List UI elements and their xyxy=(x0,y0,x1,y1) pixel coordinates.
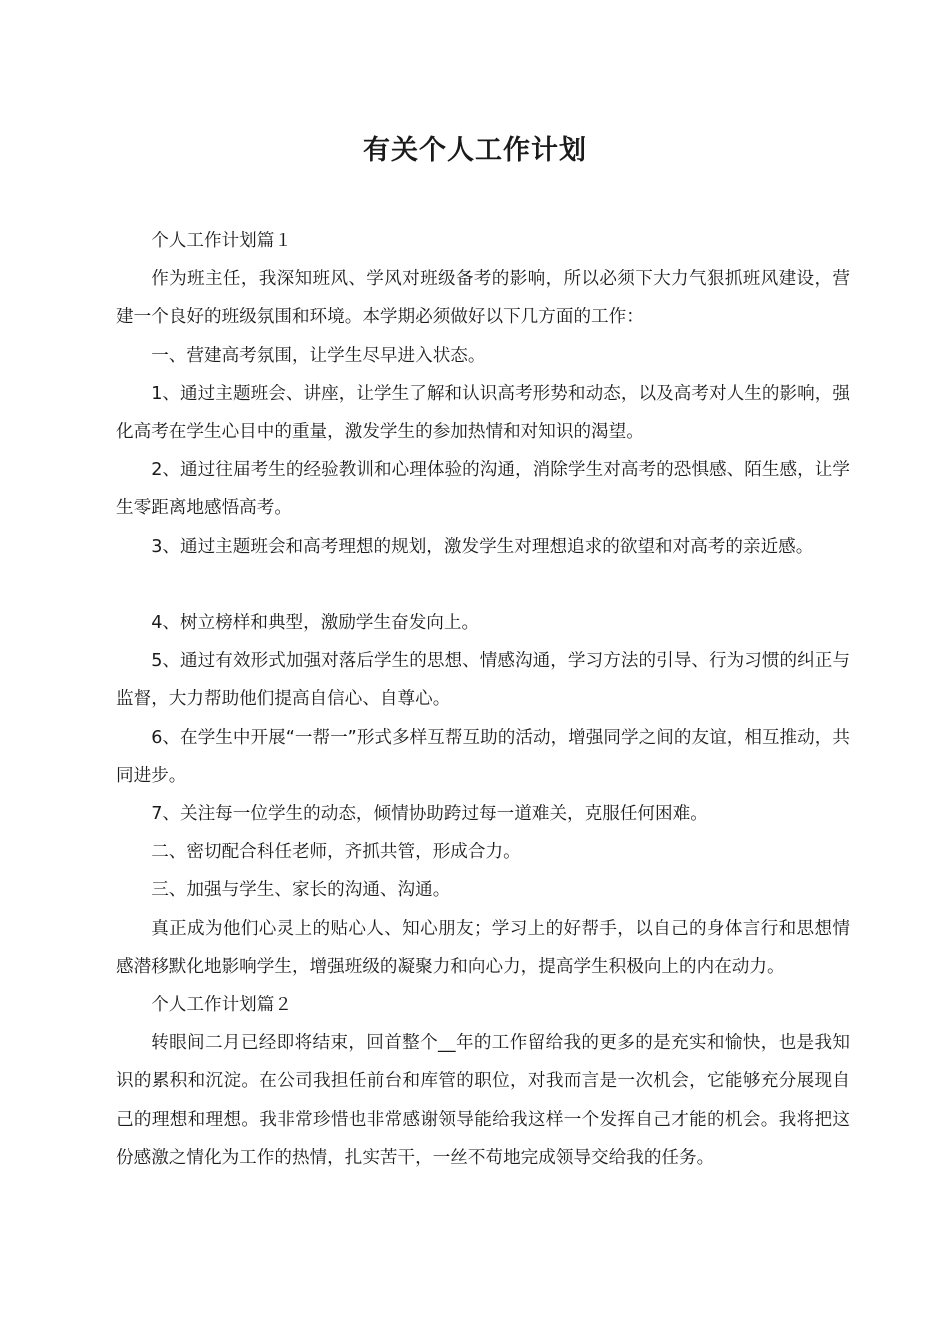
paragraph-item-2: 2、通过往届考生的经验教训和心理体验的沟通，消除学生对高考的恐惧感、陌生感，让学生零距离地感悟高考。 xyxy=(116,460,850,519)
paragraph-point-three: 三、加强与学生、家长的沟通、沟通。 xyxy=(151,880,451,901)
document-title: 有关个人工作计划 xyxy=(363,135,587,166)
paragraph-item-6: 6、在学生中开展“一帮一”形式多样互帮互助的活动，增强同学之间的友谊，相互推动，共同进步。 xyxy=(116,727,850,786)
paragraph-point-one: 一、营建高考氛围，让学生尽早进入状态。 xyxy=(151,345,486,366)
paragraph-item-5: 5、通过有效形式加强对落后学生的思想、情感沟通，学习方法的引导、行为习惯的纠正与监督，大力帮助他们提高自信心、自尊心。 xyxy=(116,651,850,710)
paragraph-intro: 作为班主任，我深知班风、学风对班级备考的影响，所以必须下大力气狠抓班风建设，营建一个良好的班级氛围和环境。本学期必须做好以下几方面的工作： xyxy=(116,269,850,328)
section-heading-1: 个人工作计划篇１ xyxy=(151,231,292,251)
section-heading-2: 个人工作计划篇２ xyxy=(151,995,292,1016)
paragraph-item-7: 7、关注每一位学生的动态，倾情协助跨过每一道难关，克服任何困难。 xyxy=(151,804,708,825)
document-body xyxy=(116,222,850,1177)
paragraph-point-two: 二、密切配合科任老师，齐抓共管，形成合力。 xyxy=(151,842,521,863)
blank-line xyxy=(116,566,850,604)
paragraph-section-2: 转眼间二月已经即将结束，回首整个__年的工作留给我的更多的是充实和愉快，也是我知识的累积和沉淀。在公司我担任前台和库管的职位，对我而言是一次机会，它能够充分展现自己的理想和理想。我非常珍惜也非常感谢领导能给我这样一个发挥自己才能的机会。我将把这份感激之情化为工作的热情，扎实苦干，一丝不苟地完成领导交给我的任务。 xyxy=(116,1033,850,1168)
paragraph-item-3: 3、通过主题班会和高考理想的规划，激发学生对理想追求的欲望和对高考的亲近感。 xyxy=(151,536,814,557)
paragraph-item-4: 4、树立榜样和典型，激励学生奋发向上。 xyxy=(151,613,480,634)
paragraph-item-1: 1、通过主题班会、讲座，让学生了解和认识高考形势和动态，以及高考对人生的影响，强化高考在学生心目中的重量，激发学生的参加热情和对知识的渴望。 xyxy=(116,383,850,443)
paragraph-conclusion: 真正成为他们心灵上的贴心人、知心朋友；学习上的好帮手，以自己的身体言行和思想情感潜移默化地影响学生，增强班级的凝聚力和向心力，提高学生积极向上的内在动力。 xyxy=(116,918,850,977)
